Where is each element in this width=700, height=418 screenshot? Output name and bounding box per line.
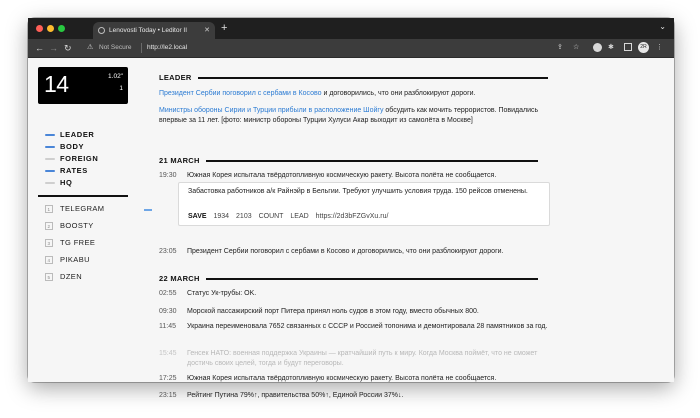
leader-paragraph-2 — [159, 106, 559, 125]
source-number-box: 3 — [45, 239, 53, 247]
news-text: Рейтинг Путина 79%↑, правительства 50%↑, Единой России 37%↓. — [187, 392, 404, 399]
feed-label: RATES — [60, 166, 88, 175]
sidebar — [28, 58, 153, 382]
feed-list — [45, 129, 98, 189]
section-header-22-march — [159, 274, 538, 283]
clock-bottom-value: 1 — [119, 85, 123, 92]
news-text: Морской пассажирский порт Питера принял ноль судов в этом году, вместо обычных 800. — [187, 308, 479, 315]
news-time: 11:45 — [159, 323, 176, 330]
section-rule — [206, 278, 538, 280]
kebab-menu-icon[interactable]: ⋮ — [656, 44, 663, 51]
sidebar-divider — [38, 195, 128, 197]
chevron-down-icon[interactable]: ⌄ — [659, 22, 666, 31]
headline-rest: обсудить как мочить террористов. Повидались впервые за 11 лет. [фото: министр обороны Турции Хулуси Акар выходит из самолёта в Москве] — [159, 107, 539, 124]
save-button[interactable]: SAVE — [188, 213, 207, 220]
zoom-window-button[interactable] — [58, 25, 65, 32]
reload-icon[interactable]: ↻ — [64, 43, 72, 53]
close-tab-icon[interactable]: ✕ — [204, 27, 210, 34]
page-content — [28, 58, 674, 399]
news-time: 17:25 — [159, 375, 177, 382]
extension-icon[interactable] — [593, 43, 602, 52]
source-label: TG FREE — [60, 238, 96, 247]
source-number-box: 4 — [45, 256, 53, 264]
news-text: Южная Корея испытала твёрдотопливную космическую ракету. Высота полёта не сообщается. — [187, 375, 497, 382]
warning-icon[interactable]: ⚠ — [87, 44, 94, 51]
count-button[interactable]: COUNT — [258, 213, 284, 220]
news-time: 09:30 — [159, 308, 177, 315]
feed-label: HQ — [60, 178, 73, 187]
puzzle-icon[interactable]: ✱ — [608, 44, 614, 51]
card-metric-1: 1934 — [213, 213, 230, 220]
source-label: PIKABU — [60, 255, 90, 264]
browser-tab[interactable] — [93, 22, 215, 39]
feed-label: BODY — [60, 142, 85, 151]
feed-item-leader[interactable] — [45, 129, 98, 141]
source-number-box: 2 — [45, 222, 53, 230]
news-time: 02:55 — [159, 290, 177, 297]
browser-toolbar — [28, 39, 674, 58]
sidebar-toggle-icon[interactable] — [624, 43, 632, 51]
selected-item-marker — [144, 209, 152, 211]
leader-paragraph-1 — [159, 89, 559, 99]
feed-indicator — [45, 158, 55, 160]
news-time: 23:05 — [159, 248, 177, 255]
news-text: Южная Корея испытала твёрдотопливную космическую ракету. Высота полёта не сообщается. — [187, 172, 497, 179]
section-title: LEADER — [159, 73, 192, 82]
profile-avatar[interactable]: 2R — [638, 42, 649, 53]
headline-link[interactable]: Министры обороны Сирии и Турции прибыли в расположение Шойгу — [159, 107, 384, 114]
globe-icon — [98, 27, 105, 34]
section-title: 22 MARCH — [159, 274, 200, 283]
feed-indicator — [45, 170, 55, 172]
source-item-pikabu[interactable] — [45, 254, 104, 271]
bookmark-star-icon[interactable]: ☆ — [573, 44, 580, 51]
news-time: 15:45 — [159, 350, 177, 357]
source-item-tg-free[interactable] — [45, 237, 104, 254]
forward-arrow-icon[interactable]: → — [49, 43, 58, 53]
section-rule — [206, 160, 538, 162]
card-text: Забастовка работников а/к Райнэйр в Бельгии. Требуют улучшить условия труда. 150 рейсов отменены. — [188, 188, 528, 195]
card-actions — [188, 213, 393, 220]
headline-rest: и договорились, что они разблокируют дороги. — [321, 90, 476, 97]
lead-button[interactable]: LEAD — [290, 213, 309, 220]
news-time: 19:30 — [159, 172, 177, 179]
source-item-telegram[interactable] — [45, 203, 104, 220]
section-header-leader — [159, 73, 548, 82]
clock-hour: 14 — [44, 71, 69, 97]
url-text[interactable]: http://le2.local — [147, 44, 188, 51]
source-label: DZEN — [60, 272, 83, 281]
headline-link[interactable]: Президент Сербии поговорил с сербами в Косово — [159, 90, 322, 97]
new-tab-button[interactable]: + — [221, 22, 228, 34]
browser-window — [28, 18, 674, 399]
clock-top-value: 1.02" — [108, 73, 123, 80]
section-header-21-march — [159, 156, 538, 165]
feed-item-rates[interactable] — [45, 165, 98, 177]
source-item-boosty[interactable] — [45, 220, 104, 237]
section-title: 21 MARCH — [159, 156, 200, 165]
feed-label: FOREIGN — [60, 154, 99, 163]
address-divider — [141, 43, 142, 53]
not-secure-label: Not Secure — [99, 44, 132, 51]
feed-indicator — [45, 134, 55, 136]
address-bar[interactable] — [82, 42, 552, 55]
news-text: Генсек НАТО: военная поддержка Украины — кратчайший путь к миру. Когда Москва поймёт, что не сможет достичь своих целей, тогда и будут переговоры. — [187, 350, 538, 367]
feed-item-body[interactable] — [45, 141, 98, 153]
share-icon[interactable]: ⇪ — [557, 44, 563, 51]
source-number-box: 1 — [45, 205, 53, 213]
back-arrow-icon[interactable]: ← — [35, 43, 44, 53]
tab-title: Lenovosti Today • Leditor II — [109, 27, 188, 34]
source-item-dzen[interactable] — [45, 271, 104, 288]
feed-item-foreign[interactable] — [45, 153, 98, 165]
section-rule — [198, 77, 548, 79]
tab-bar — [28, 18, 674, 39]
news-time: 23:15 — [159, 392, 177, 399]
main-feed — [159, 58, 659, 399]
clock-widget — [38, 67, 128, 104]
news-text: Украина переименовала 7652 связанных с СССР и Россией топонима и демонтировала 28 памятников за год. — [187, 323, 548, 330]
feed-indicator — [45, 146, 55, 148]
card-link[interactable]: https://2d3bFZGvXu.ru/ — [315, 213, 389, 220]
selected-news-card[interactable] — [178, 182, 550, 226]
source-number-box: 5 — [45, 273, 53, 281]
source-list — [45, 203, 104, 288]
news-text: Президент Сербии поговорил с сербами в Косово и договорились, что они разблокируют дороги. — [187, 248, 504, 255]
source-label: TELEGRAM — [60, 204, 105, 213]
card-metric-2: 2103 — [236, 213, 252, 220]
feed-label: LEADER — [60, 130, 95, 139]
feed-indicator — [45, 182, 55, 184]
source-label: BOOSTY — [60, 221, 94, 230]
close-window-button[interactable] — [36, 25, 43, 32]
feed-item-hq[interactable] — [45, 177, 98, 189]
minimize-window-button[interactable] — [47, 25, 54, 32]
news-text: Статус Ук-трубы: OK. — [187, 290, 257, 297]
